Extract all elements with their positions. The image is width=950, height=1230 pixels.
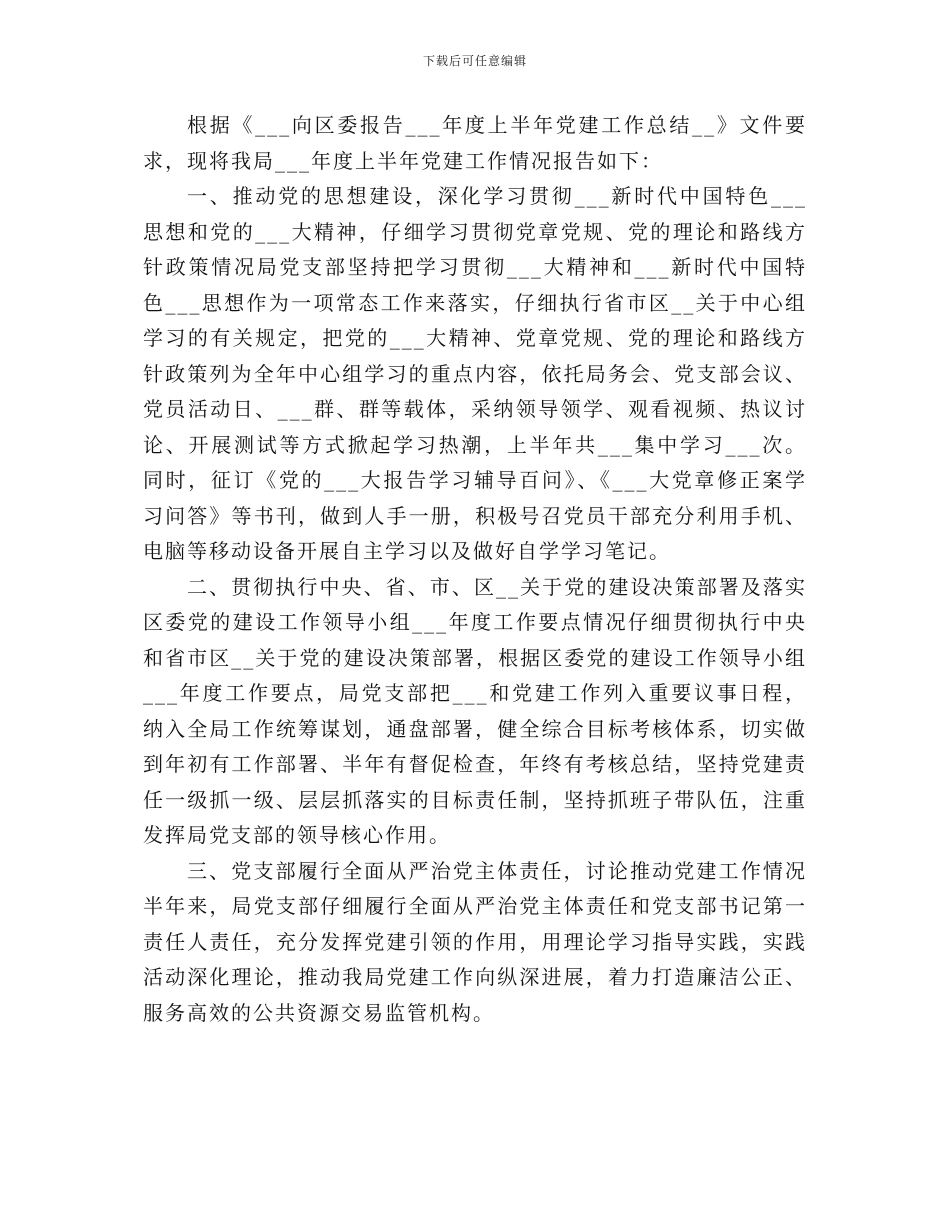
paragraph-section-3: 三、党支部履行全面从严治党主体责任，讨论推动党建工作情况半年来，局党支部仔细履行全面从严治党主体责任和党支部书记第一责任人责任，充分发挥党建引领的作用，用理论学习指导实践，实践活动深化理论，推动我局党建工作向纵深进展，着力打造廉洁公正、服务高效的公共资源交易监管机构。 bbox=[143, 858, 807, 1025]
paragraph-section-1: 一、推动党的思想建设，深化学习贯彻___新时代中国特色___思想和党的___大精神，仔细学习贯彻党章党规、党的理论和路线方针政策情况局党支部坚持把学习贯彻___大精神和___新时代中国特色___思想作为一项常态工作来落实，仔细执行省市区__关于中心组学习的有关规定，把党的___大精神、党章党规、党的理论和路线方针政策列为全年中心组学习的重点内容，依托局务会、党支部会议、党员活动日、___群、群等载体，采纳领导领学、观看视频、热议讨论、开展测试等方式掀起学习热潮，上半年共___集中学习___次。同时，征订《党的___大报告学习辅导百问》、《___大党章修正案学习问答》等书刊，做到人手一册，积极号召党员干部充分利用手机、电脑等移动设备开展自主学习以及做好自学学习笔记。 bbox=[143, 184, 807, 563]
paragraph-section-2: 二、贯彻执行中央、省、市、区__关于党的建设决策部署及落实区委党的建设工作领导小组___年度工作要点情况仔细贯彻执行中央和省市区__关于党的建设决策部署，根据区委党的建设工作领导小组___年度工作要点，局党支部把___和党建工作列入重要议事日程，纳入全局工作统筹谋划，通盘部署，健全综合目标考核体系，切实做到年初有工作部署、半年有督促检查，年终有考核总结，坚持党建责任一级抓一级、层层抓落实的目标责任制，坚持抓班子带队伍，注重发挥局党支部的领导核心作用。 bbox=[143, 574, 807, 847]
document-body bbox=[143, 108, 807, 1031]
paragraph-intro: 根据《___向区委报告___年度上半年党建工作总结__》文件要求，现将我局___年度上半年党建工作情况报告如下： bbox=[143, 113, 807, 173]
page-header: 下载后可任意编辑 bbox=[422, 54, 527, 68]
